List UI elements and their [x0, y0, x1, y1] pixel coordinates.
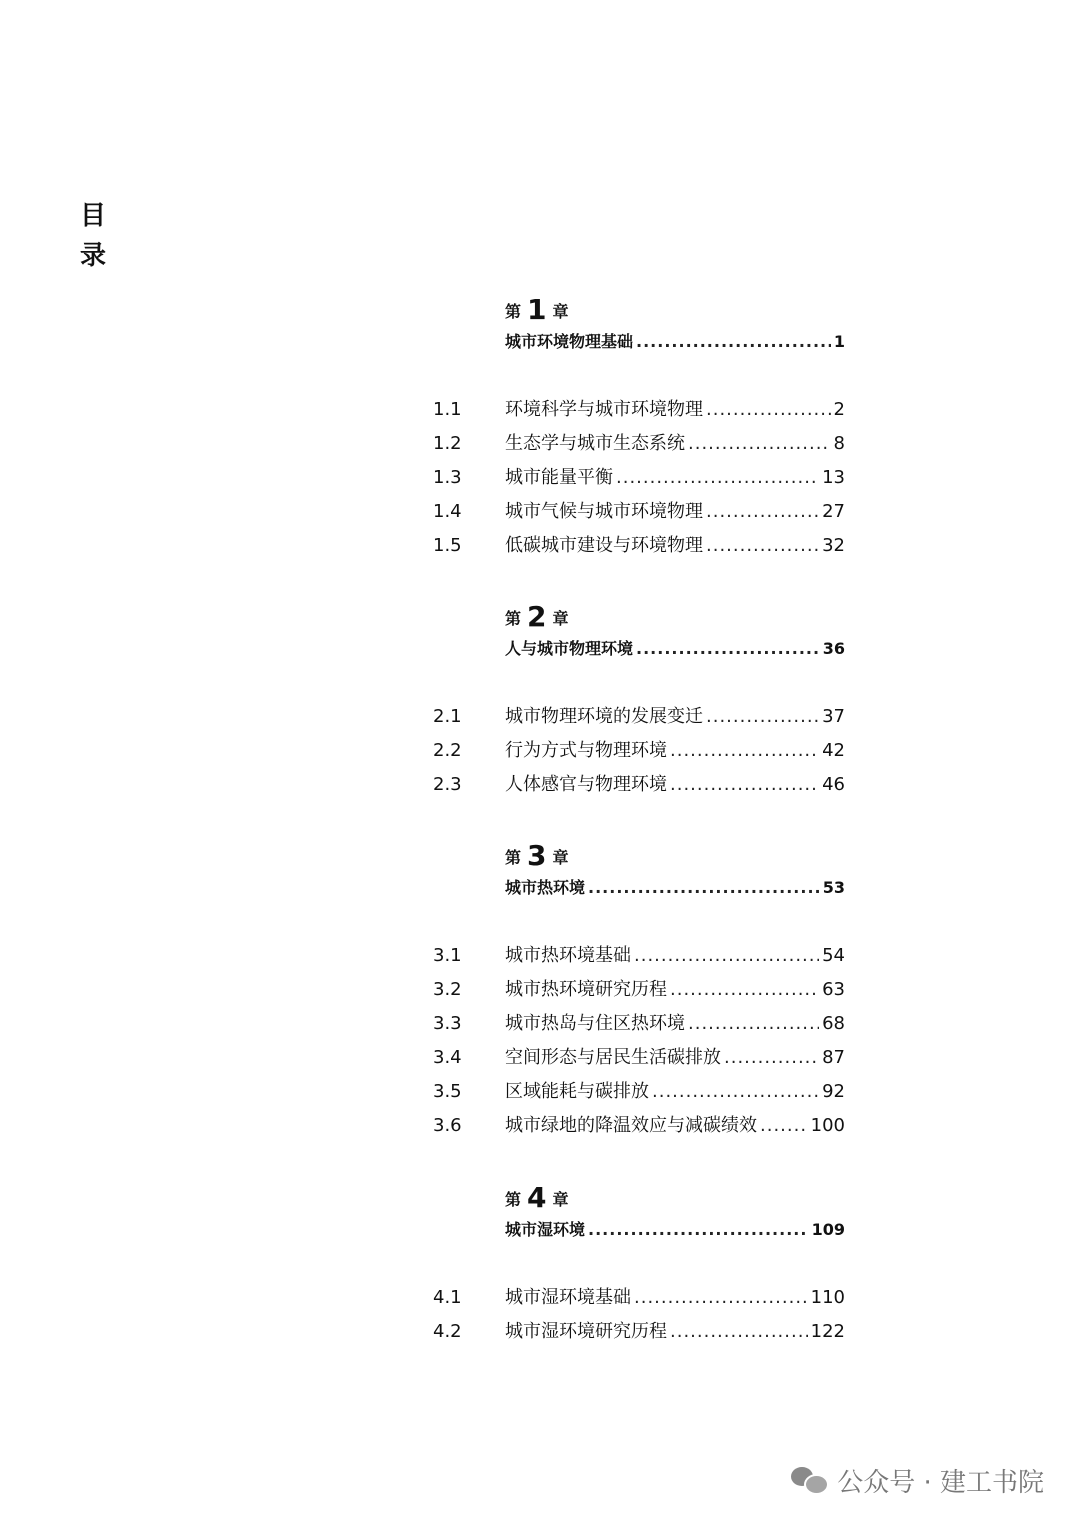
section-page: 42: [822, 740, 845, 761]
chapter-2-heading[interactable]: [505, 601, 845, 663]
toc-title-line-1: 目: [80, 201, 107, 231]
dot-leader: [636, 328, 831, 356]
toc-entry-2-3[interactable]: [433, 768, 845, 802]
toc-entry-3-2[interactable]: [433, 973, 845, 1007]
dot-leader: [670, 734, 819, 768]
section-title: 城市热环境基础: [505, 945, 631, 966]
chapter-title: 城市湿环境: [505, 1220, 586, 1239]
section-number: 1.5: [433, 535, 462, 556]
chapter-label: 第 2 章: [505, 600, 569, 633]
dot-leader: [634, 1281, 808, 1315]
section-number: 4.1: [433, 1287, 462, 1308]
chapter-page: 53: [822, 878, 845, 897]
dot-leader: [706, 529, 819, 563]
section-title: 空间形态与居民生活碳排放: [505, 1047, 721, 1068]
toc-entry-3-5[interactable]: [433, 1075, 845, 1109]
section-page: 37: [822, 706, 845, 727]
chapter-label: 第 3 章: [505, 839, 569, 872]
chapter-label: 第 4 章: [505, 1181, 569, 1214]
dot-leader: [670, 1315, 808, 1349]
toc-title: [80, 196, 120, 276]
dot-leader: [688, 427, 831, 461]
section-title: 环境科学与城市环境物理: [505, 399, 703, 420]
section-page: 100: [810, 1115, 845, 1136]
section-page: 92: [822, 1081, 845, 1102]
section-number: 1.3: [433, 467, 462, 488]
section-number: 3.6: [433, 1115, 462, 1136]
section-title: 城市能量平衡: [505, 467, 613, 488]
toc-entry-1-2[interactable]: [433, 427, 845, 461]
toc-entry-1-3[interactable]: [433, 461, 845, 495]
chapter-title: 城市热环境: [505, 878, 586, 897]
section-number: 4.2: [433, 1321, 462, 1342]
dot-leader: [706, 700, 819, 734]
section-page: 2: [833, 399, 845, 420]
section-number: 2.1: [433, 706, 462, 727]
dot-leader: [688, 1007, 819, 1041]
section-page: 32: [822, 535, 845, 556]
section-page: 122: [810, 1321, 845, 1342]
section-title: 城市湿环境基础: [505, 1287, 631, 1308]
toc-entry-2-2[interactable]: [433, 734, 845, 768]
section-number: 2.2: [433, 740, 462, 761]
dot-leader: [588, 1216, 809, 1244]
section-number: 3.3: [433, 1013, 462, 1034]
toc-entry-2-1[interactable]: [433, 700, 845, 734]
chapter-3-heading[interactable]: [505, 840, 845, 902]
toc-entry-3-6[interactable]: [433, 1109, 845, 1143]
toc-title-line-2: 录: [80, 241, 107, 271]
chapter-number: 3: [527, 839, 547, 872]
dot-leader: [634, 939, 819, 973]
section-title: 城市绿地的降温效应与减碳绩效: [505, 1115, 757, 1136]
section-title: 城市湿环境研究历程: [505, 1321, 667, 1342]
chapter-number: 1: [527, 293, 547, 326]
section-title: 城市物理环境的发展变迁: [505, 706, 703, 727]
section-number: 1.2: [433, 433, 462, 454]
toc-entry-3-4[interactable]: [433, 1041, 845, 1075]
chapter-number: 4: [527, 1181, 547, 1214]
section-number: 1.4: [433, 501, 462, 522]
chapter-title: 人与城市物理环境: [505, 639, 634, 658]
section-title: 生态学与城市生态系统: [505, 433, 685, 454]
toc-entry-3-3[interactable]: [433, 1007, 845, 1041]
section-page: 27: [822, 501, 845, 522]
dot-leader: [706, 393, 831, 427]
dot-leader: [616, 461, 819, 495]
toc-entry-1-4[interactable]: [433, 495, 845, 529]
section-title: 低碳城市建设与环境物理: [505, 535, 703, 556]
chapter-page: 109: [811, 1220, 845, 1239]
section-page: 13: [822, 467, 845, 488]
section-number: 1.1: [433, 399, 462, 420]
dot-leader: [760, 1109, 808, 1143]
wechat-icon: [791, 1465, 827, 1495]
toc-entry-4-2[interactable]: [433, 1315, 845, 1349]
chapter-4-heading[interactable]: [505, 1182, 845, 1244]
section-page: 110: [810, 1287, 845, 1308]
section-number: 2.3: [433, 774, 462, 795]
section-page: 54: [822, 945, 845, 966]
dot-leader: [724, 1041, 819, 1075]
section-title: 城市热环境研究历程: [505, 979, 667, 1000]
chapter-title: 城市环境物理基础: [505, 332, 634, 351]
section-title: 行为方式与物理环境: [505, 740, 667, 761]
chapter-number: 2: [527, 600, 547, 633]
toc-entry-3-1[interactable]: [433, 939, 845, 973]
section-title: 人体感官与物理环境: [505, 774, 667, 795]
watermark-text: 公众号 · 建工书院: [837, 1467, 1044, 1498]
dot-leader: [706, 495, 819, 529]
section-page: 8: [833, 433, 845, 454]
dot-leader: [636, 635, 820, 663]
chapter-label: 第 1 章: [505, 293, 569, 326]
chapter-page: 36: [822, 639, 845, 658]
section-page: 68: [822, 1013, 845, 1034]
section-number: 3.5: [433, 1081, 462, 1102]
chapter-1-heading[interactable]: [505, 294, 845, 356]
toc-entry-4-1[interactable]: [433, 1281, 845, 1315]
section-page: 87: [822, 1047, 845, 1068]
section-number: 3.1: [433, 945, 462, 966]
section-number: 3.4: [433, 1047, 462, 1068]
section-title: 区域能耗与碳排放: [505, 1081, 649, 1102]
toc-entry-1-1[interactable]: [433, 393, 845, 427]
dot-leader: [652, 1075, 819, 1109]
section-number: 3.2: [433, 979, 462, 1000]
section-title: 城市气候与城市环境物理: [505, 501, 703, 522]
section-page: 63: [822, 979, 845, 1000]
section-title: 城市热岛与住区热环境: [505, 1013, 685, 1034]
watermark: [791, 1456, 1044, 1504]
dot-leader: [670, 973, 819, 1007]
section-page: 46: [822, 774, 845, 795]
dot-leader: [670, 768, 819, 802]
chapter-page: 1: [833, 332, 845, 351]
dot-leader: [588, 874, 820, 902]
toc-entry-1-5[interactable]: [433, 529, 845, 563]
